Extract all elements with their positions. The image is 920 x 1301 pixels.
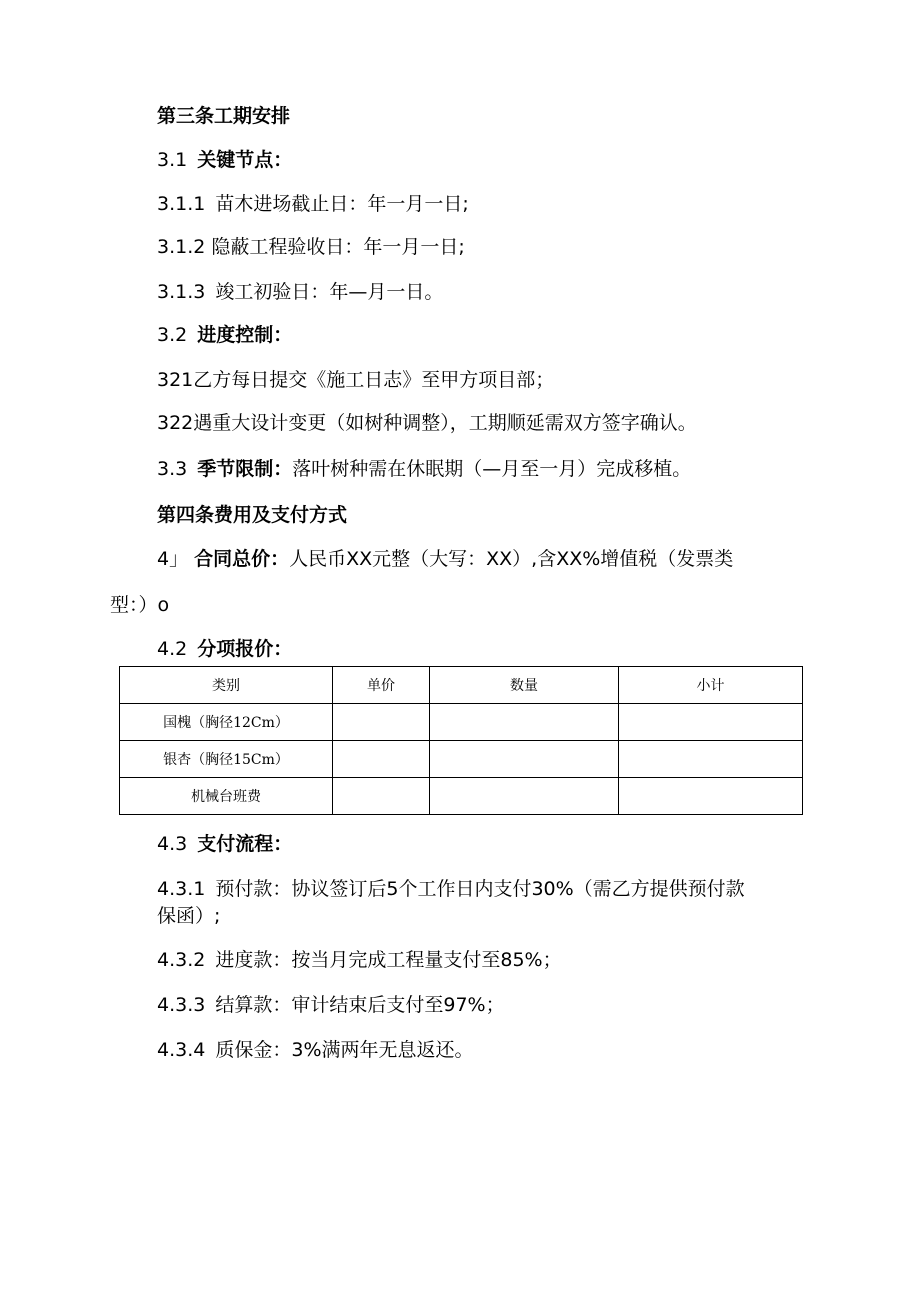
- table-cell: [619, 778, 803, 815]
- clause-label: 支付流程：: [197, 833, 293, 855]
- clause-4-3-2: [157, 948, 562, 972]
- clause-label: 进度控制：: [197, 324, 293, 346]
- clause-4-1: [157, 547, 733, 571]
- clause-4-3: [157, 832, 292, 856]
- clause-text: 落叶树种需在休眠期（—月至一月）完成移植。: [292, 458, 692, 480]
- table-cell: 机械台班费: [120, 778, 333, 815]
- clause-text: 质保金：3%满两年无息返还。: [215, 1039, 474, 1061]
- clause-number: 4.3.1: [157, 878, 206, 900]
- table-cell: [333, 778, 430, 815]
- table-cell: [430, 704, 619, 741]
- table-header-cell: 数量: [430, 667, 619, 704]
- table-cell: [619, 704, 803, 741]
- clause-label: 关键节点：: [197, 149, 293, 171]
- table-cell: 国槐（胸径12Cm）: [120, 704, 333, 741]
- table-row: [120, 704, 803, 741]
- clause-4-2: [157, 637, 292, 661]
- section3-heading: 第三条工期安排: [157, 105, 291, 127]
- clause-4-3-1: [157, 877, 745, 901]
- clause-text: 隐蔽工程验收日：年一月一日;: [211, 236, 465, 258]
- clause-number: 4.3.4: [157, 1039, 206, 1061]
- clause-3-1-2: [157, 235, 465, 259]
- clause-label: 季节限制：: [197, 458, 293, 480]
- clause-number: 3.1.2: [157, 236, 206, 258]
- clause-3-2: [157, 323, 292, 347]
- table-cell: [619, 741, 803, 778]
- clause-number: 3.1.1: [157, 193, 206, 215]
- clause-label: 合同总价：: [194, 548, 290, 570]
- clause-text: 结算款：审计结束后支付至97%；: [215, 994, 505, 1016]
- clause-number: 3.3: [157, 458, 188, 480]
- clause-4-3-3: [157, 993, 505, 1017]
- clause-3-1-1: [157, 192, 469, 216]
- clause-text: 进度款：按当月完成工程量支付至85%；: [215, 949, 562, 971]
- table-header-cell: 单价: [333, 667, 430, 704]
- clause-label: 分项报价：: [197, 638, 293, 660]
- table-cell: [430, 741, 619, 778]
- clause-3-1: [157, 148, 292, 172]
- clause-3-3: [157, 457, 691, 481]
- table-cell: 银杏（胸径15Cm）: [120, 741, 333, 778]
- table-cell: [333, 741, 430, 778]
- clause-text: 苗木进场截止日：年一月一日;: [215, 193, 469, 215]
- clause-number: 3.1: [157, 149, 188, 171]
- table-header-cell: 小计: [619, 667, 803, 704]
- clause-number: 4.3.3: [157, 994, 206, 1016]
- table-row: [120, 741, 803, 778]
- clause-text: 竣工初验日：年—月一日。: [215, 281, 444, 303]
- clause-4-1-continued: 型：）o: [110, 594, 170, 616]
- clause-4-3-1-continued: 保函）;: [157, 905, 221, 927]
- table-row: [120, 778, 803, 815]
- clause-3-1-3: [157, 280, 443, 304]
- clause-number: 4.3.2: [157, 949, 206, 971]
- clause-number: 3.1.3: [157, 281, 206, 303]
- clause-text: 预付款：协议签订后5个工作日内支付30%（需乙方提供预付款: [215, 878, 745, 900]
- clause-4-3-4: [157, 1038, 474, 1062]
- clause-3-2-1: 321乙方每日提交《施工日志》至甲方项目部；: [157, 369, 555, 391]
- table-header-cell: 类别: [120, 667, 333, 704]
- clause-number: 3.2: [157, 324, 188, 346]
- price-table: [119, 666, 803, 815]
- table-cell: [333, 704, 430, 741]
- clause-number: 4.2: [157, 638, 188, 660]
- table-header-row: [120, 667, 803, 704]
- clause-3-2-2: 322遇重大设计变更（如树种调整），工期顺延需双方签字确认。: [157, 412, 697, 434]
- clause-number: 4」: [157, 548, 189, 570]
- clause-text: 人民币XX元整（大写：XX）,含XX%增值税（发票类: [289, 548, 734, 570]
- table-cell: [430, 778, 619, 815]
- clause-number: 4.3: [157, 833, 188, 855]
- section4-heading: 第四条费用及支付方式: [157, 504, 348, 526]
